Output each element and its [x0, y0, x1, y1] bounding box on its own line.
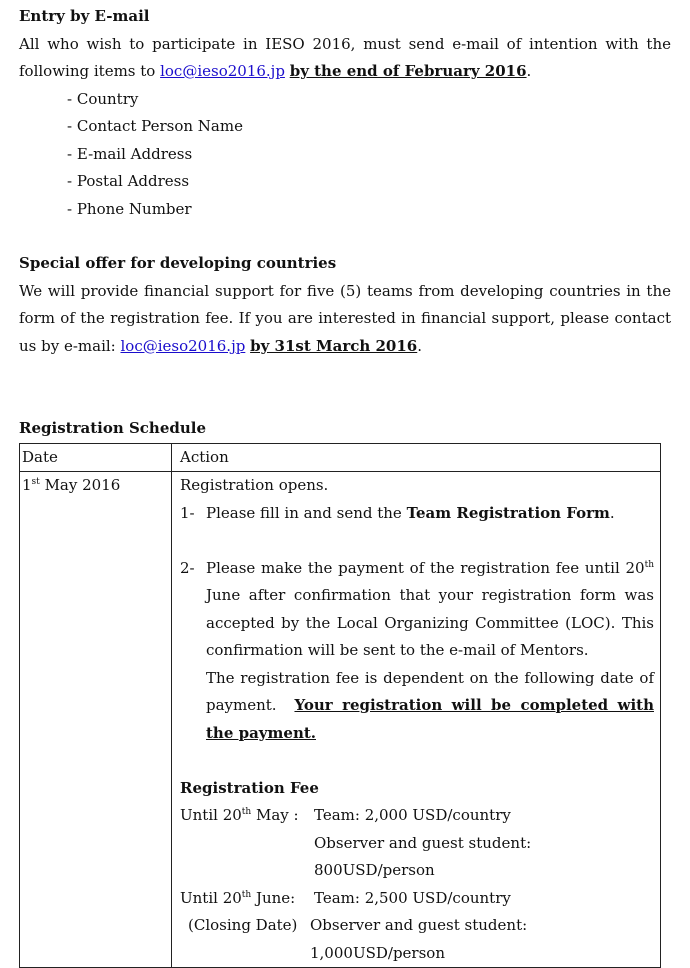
- fee-row-may: [180, 802, 654, 830]
- schedule-table: [19, 443, 661, 968]
- step-2-sup: th: [645, 560, 654, 570]
- step-2: [180, 555, 654, 665]
- fee-heading: Registration Fee: [180, 775, 654, 803]
- step-2-c: The registration fee is dependent on the following date of payment.: [206, 669, 654, 715]
- fee-row-may-observer: [180, 830, 654, 885]
- special-period: .: [417, 337, 422, 355]
- list-item: - Phone Number: [67, 196, 671, 224]
- fee-dependency-text: [180, 665, 654, 748]
- table-row: [20, 472, 661, 968]
- date-rest: May 2016: [40, 476, 121, 494]
- team-registration-form: Team Registration Form: [407, 504, 610, 522]
- entry-email-link[interactable]: loc@ieso2016.jp: [160, 62, 285, 80]
- entry-items-list: [19, 86, 671, 224]
- step-1: [180, 500, 654, 528]
- list-item: - Country: [67, 86, 671, 114]
- fee-may-team: Team: 2,000 USD/country: [314, 802, 654, 830]
- special-email-link[interactable]: loc@ieso2016.jp: [121, 337, 246, 355]
- step-2-a: Please make the payment of the registration fee until 20: [206, 559, 645, 577]
- completion-note: Your registration will be completed with the payment.: [206, 696, 654, 742]
- step-1-text: [206, 500, 654, 528]
- list-item: - Postal Address: [67, 168, 671, 196]
- fee-row-june-observer: [180, 912, 654, 967]
- fee-may-sup: th: [242, 807, 251, 817]
- fee-may-b: May :: [251, 806, 298, 824]
- special-heading: Special offer for developing countries: [19, 250, 671, 278]
- date-cell: [20, 472, 172, 968]
- registration-opens: Registration opens.: [180, 472, 654, 500]
- closing-date-label: (Closing Date): [180, 912, 310, 967]
- table-header-row: [20, 443, 661, 472]
- special-deadline: by 31st March 2016: [250, 337, 417, 355]
- step-1-number: 1-: [180, 500, 206, 528]
- fee-june-sup: th: [242, 890, 251, 900]
- fee-june-label: [180, 885, 314, 913]
- fee-june-b: June:: [251, 889, 295, 907]
- step-2-number: 2-: [180, 555, 206, 665]
- entry-heading: Entry by E-mail: [19, 3, 671, 31]
- fee-may-label: [180, 802, 314, 830]
- col-date-header: Date: [20, 443, 172, 472]
- fee-row-june: [180, 885, 654, 913]
- action-cell: [172, 472, 661, 968]
- step-2-b: June after confirmation that your registration form was accepted by the Local Organizing Committee (LOC). This confirmation will be sent to the e-mail of Mentors.: [206, 586, 654, 659]
- entry-paragraph: [19, 31, 671, 86]
- date-day: 1: [22, 476, 32, 494]
- step-2-text: [206, 555, 654, 665]
- special-text: We will provide financial support for five (5) teams from developing countries in the form of the registration fee. If you are interested in financial support, please contact us by e-mail:: [19, 282, 671, 355]
- special-paragraph: [19, 278, 671, 361]
- fee-june-team: Team: 2,500 USD/country: [314, 885, 654, 913]
- fee-may-observer: Observer and guest student: 800USD/person: [314, 830, 654, 885]
- schedule-heading: Registration Schedule: [19, 415, 671, 443]
- step-1-pre: Please fill in and send the: [206, 504, 407, 522]
- fee-june-a: Until 20: [180, 889, 242, 907]
- document-page: [19, 3, 671, 968]
- entry-text: All who wish to participate in IESO 2016, must send e-mail of intention with the following items to: [19, 35, 671, 81]
- list-item: - E-mail Address: [67, 141, 671, 169]
- date-sup: st: [32, 477, 40, 487]
- fee-june-observer: Observer and guest student: 1,000USD/person: [310, 912, 654, 967]
- col-action-header: Action: [172, 443, 661, 472]
- step-1-post: .: [610, 504, 615, 522]
- list-item: - Contact Person Name: [67, 113, 671, 141]
- entry-deadline: by the end of February 2016: [290, 62, 527, 80]
- fee-may-a: Until 20: [180, 806, 242, 824]
- entry-period: .: [527, 62, 532, 80]
